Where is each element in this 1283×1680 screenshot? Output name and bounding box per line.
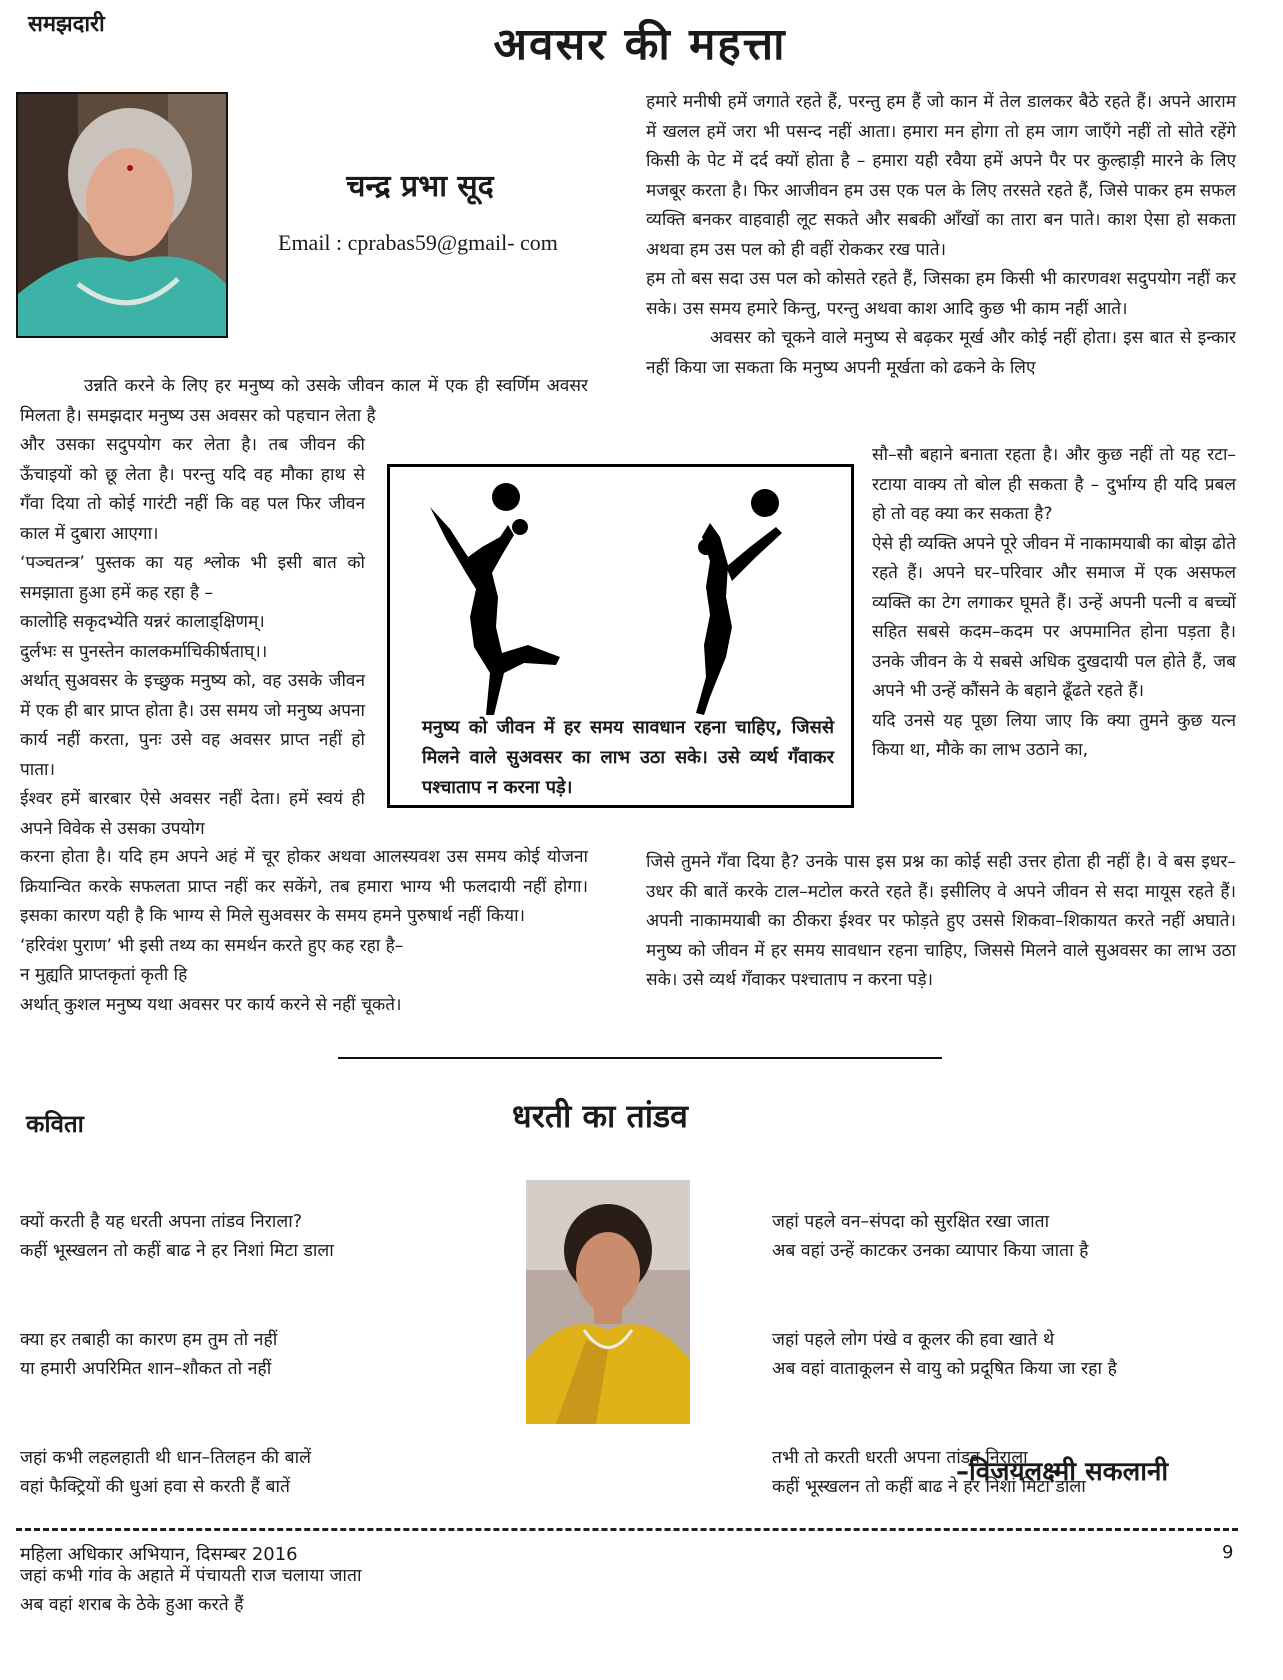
- paragraph: अवसर को चूकने वाले मनुष्य से बढ़कर मूर्ख और कोई नहीं होता। इस बात से इन्कार नहीं किया जा सकता कि मनुष्य अपनी मूर्खता को ढकने के लिए: [646, 328, 1236, 378]
- paragraph-continued: जिसे तुमने गँवा दिया है? उनके पास इस प्रश्न का कोई सही उत्तर होता ही नहीं है। वे बस इधर–उधर की बातें करके टाल–मटोल करते रहते हैं। इसीलिए वे अपने जीवन से सदा मायूस रहते हैं। अपनी नाकामयाबी का ठीकरा ईश्वर पर फोड़ते हुए उससे शिकवा–शिकायत करते नहीं अघाते। मनुष्य को जीवन में हर समय सावधान रहना चाहिए, जिससे मिलने वाले सुअवसर का लाभ उठा सके। उसे व्यर्थ गँवाकर पश्चाताप न करना पड़े।: [646, 852, 1236, 990]
- callout-box: [387, 464, 854, 808]
- paragraph: ‘हरिवंश पुराण’ भी इसी तथ्य का समर्थन करते हुए कह रहा है–: [20, 935, 404, 956]
- poem-stanza: जहां कभी लहलहाती थी धान–तिलहन की बालें वहां फैक्ट्रियों की धुआं हवा से करती हैं बातें: [20, 1447, 312, 1497]
- poem-stanza: जहां पहले लोग पंखे व कूलर की हवा खाते थे अब वहां वाताकूलन से वायु को प्रदूषित किया जा रहा है: [772, 1329, 1117, 1379]
- author-email: Email : cprabas59@gmail- com: [278, 230, 558, 255]
- article-left-column-bottom: [20, 843, 588, 1020]
- paragraph: अर्थात् कुशल मनुष्य यथा अवसर पर कार्य करने से नहीं चूकते।: [20, 994, 402, 1015]
- page-number: 9: [1222, 1542, 1234, 1563]
- poem-left-column: [20, 1178, 500, 1680]
- paragraph: ‘पञ्चतन्त्र’ पुस्तक का यह श्लोक भी इसी बात को समझाता हुआ हमें कह रहा है –: [20, 553, 365, 603]
- poem-stanza: जहां पहले वन–संपदा को सुरक्षित रखा जाता अब वहां उन्हें काटकर उनका व्यापार किया जाता है: [772, 1211, 1089, 1261]
- article-left-column: [20, 431, 365, 844]
- article-title: अवसर की महत्ता: [493, 19, 787, 70]
- poem-right-column: [772, 1178, 1242, 1562]
- author-name: चन्द्र प्रभा सूद: [346, 169, 494, 204]
- author-photo: [16, 92, 228, 338]
- paragraph-continued: और उसका सदुपयोग कर लेता है। तब जीवन की ऊँचाइयों को छू लेता है। परन्तु यदि वह मौका हाथ से गँवा दिया तो कोई गारंटी नहीं कि वह पल फिर जीवन काल में दुबारा आएगा।: [20, 435, 365, 544]
- shloka-line: दुर्लभः स पुनस्तेन कालकर्माचिकीर्षताघ्।।: [20, 641, 268, 662]
- paragraph: हमारे मनीषी हमें जगाते रहते हैं, परन्तु हम हैं जो कान में तेल डालकर बैठे रहते हैं। अपने आराम में खलल हमें जरा भी पसन्द नहीं आता। हमारा मन होगा तो हम जाग जाएँगे नहीं तो सोते रहेंगे किसी के पेट में दर्द क्यों होता है – हमारा यही रवैया हमें अपने पैर पर कुल्हाड़ी मारने के लिए मजबूर करता है। फिर आजीवन हम उस एक पल के लिए तरसते रहते हैं, जिसे पाकर हम सफल व्यक्ति बनकर वाहवाही लूट सकते और सबकी आँखों का तारा बन पाते। काश ऐसा हो सकता अथवा हम उस पल को ही वहीं रोककर रख पाते।: [646, 92, 1236, 260]
- poet-portrait-image: [526, 1180, 690, 1424]
- poem-stanza: क्यों करती है यह धरती अपना तांडव निराला? कहीं भूस्खलन तो कहीं बाढ ने हर निशां मिटा डाला: [20, 1211, 334, 1261]
- footer-divider: [16, 1528, 1238, 1531]
- callout-text: मनुष्य को जीवन में हर समय सावधान रहना चाहिए, जिससे मिलने वाले सुअवसर का लाभ उठा सके। उसे व्यर्थ गँवाकर पश्चाताप न करना पड़े।: [422, 717, 834, 798]
- article-right-column: [872, 441, 1236, 766]
- poem-stanza: क्या हर तबाही का कारण हम तुम तो नहीं या हमारी अपरिमित शान–शौकत तो नहीं: [20, 1329, 278, 1379]
- article-left-column-top: [20, 372, 588, 431]
- article-right-column-top: [646, 88, 1236, 383]
- quote-line: न मुह्यति प्राप्तकृतां कृती हि: [20, 965, 188, 985]
- paragraph-continued: करना होता है। यदि हम अपने अहं में चूर होकर अथवा आलस्यवश उस समय कोई योजना क्रियान्वित करके सफलता प्राप्त नहीं कर सकेंगे, तब हमारा भाग्य भी फलदायी नहीं होगा। इसका कारण यही है कि भाग्य से मिले सुअवसर के समय हमने पुरुषार्थ नहीं किया।: [20, 847, 588, 926]
- poem-stanza: तभी तो करती धरती अपना तांडव निराला कहीं भूस्खलन तो कहीं बाढ ने हर निशां मिटा डाला: [772, 1447, 1086, 1497]
- paragraph: ईश्वर हमें बारबार ऐसे अवसर नहीं देता। हमें स्वयं ही अपने विवेक से उसका उपयोग: [20, 789, 365, 839]
- shloka-line: कालोहि सकृदभ्येति यन्नरं कालाड्क्षिणम्।: [20, 612, 265, 632]
- paragraph: ऐसे ही व्यक्ति अपने पूरे जीवन में नाकामयाबी का बोझ ढोते रहते हैं। अपने घर–परिवार और समाज में एक असफल व्यक्ति का टेग लगाकर घूमते हैं। उन्हें अपनी पत्नी व बच्चों सहित सबसे कदम–कदम पर अपमानित होना पड़ता है। उनके जीवन के ये सबसे अधिक दुखदायी पल होते हैं, जब अपने भी उन्हें कौंसने के बहाने ढूँढते रहते हैं।: [872, 533, 1236, 701]
- article-right-column-bottom: [646, 848, 1236, 996]
- author-portrait-image: [18, 94, 226, 336]
- section-label: समझदारी: [28, 12, 105, 37]
- paragraph: हम तो बस सदा उस पल को कोसते रहते हैं, जिसका हम किसी भी कारणवश सदुपयोग नहीं कर सके। उस समय हमारे किन्तु, परन्तु अथवा काश आदि कुछ भी काम नहीं आते।: [646, 269, 1236, 319]
- volleyball-players-illustration: [410, 477, 840, 717]
- poem-section-label: कविता: [26, 1110, 84, 1138]
- poet-name: –विजयलक्ष्मी सकलानी: [956, 1457, 1169, 1487]
- paragraph: यदि उनसे यह पूछा लिया जाए कि क्या तुमने कुछ यत्न किया था, मौके का लाभ उठाने का,: [872, 710, 1236, 760]
- poet-photo: [526, 1180, 690, 1424]
- paragraph: अर्थात् सुअवसर के इच्छुक मनुष्य को, वह उसके जीवन में एक ही बार प्राप्त होता है। उस समय जो मनुष्य अपना कार्य नहीं करता, पुनः उसे वह अवसर प्राप्त नहीं हो पाता।: [20, 671, 365, 780]
- section-divider: [338, 1057, 942, 1059]
- footer-publication: महिला अधिकार अभियान, दिसम्बर 2016: [20, 1544, 298, 1565]
- paragraph-continued: सौ–सौ बहाने बनाता रहता है। और कुछ नहीं तो यह रटा–रटाया वाक्य तो बोल ही सकता है – दुर्भाग्य ही यदि प्रबल हो तो वह क्या कर सकता है?: [872, 445, 1236, 524]
- poem-title: धरती का तांडव: [512, 1097, 688, 1135]
- paragraph: उन्नति करने के लिए हर मनुष्य को उसके जीवन काल में एक ही स्वर्णिम अवसर मिलता है। समझदार मनुष्य उस अवसर को पहचान लेता है: [20, 376, 588, 426]
- poem-stanza: जहां कभी गांव के अहाते में पंचायती राज चलाया जाता अब वहां शराब के ठेके हुआ करते हैं: [20, 1565, 362, 1615]
